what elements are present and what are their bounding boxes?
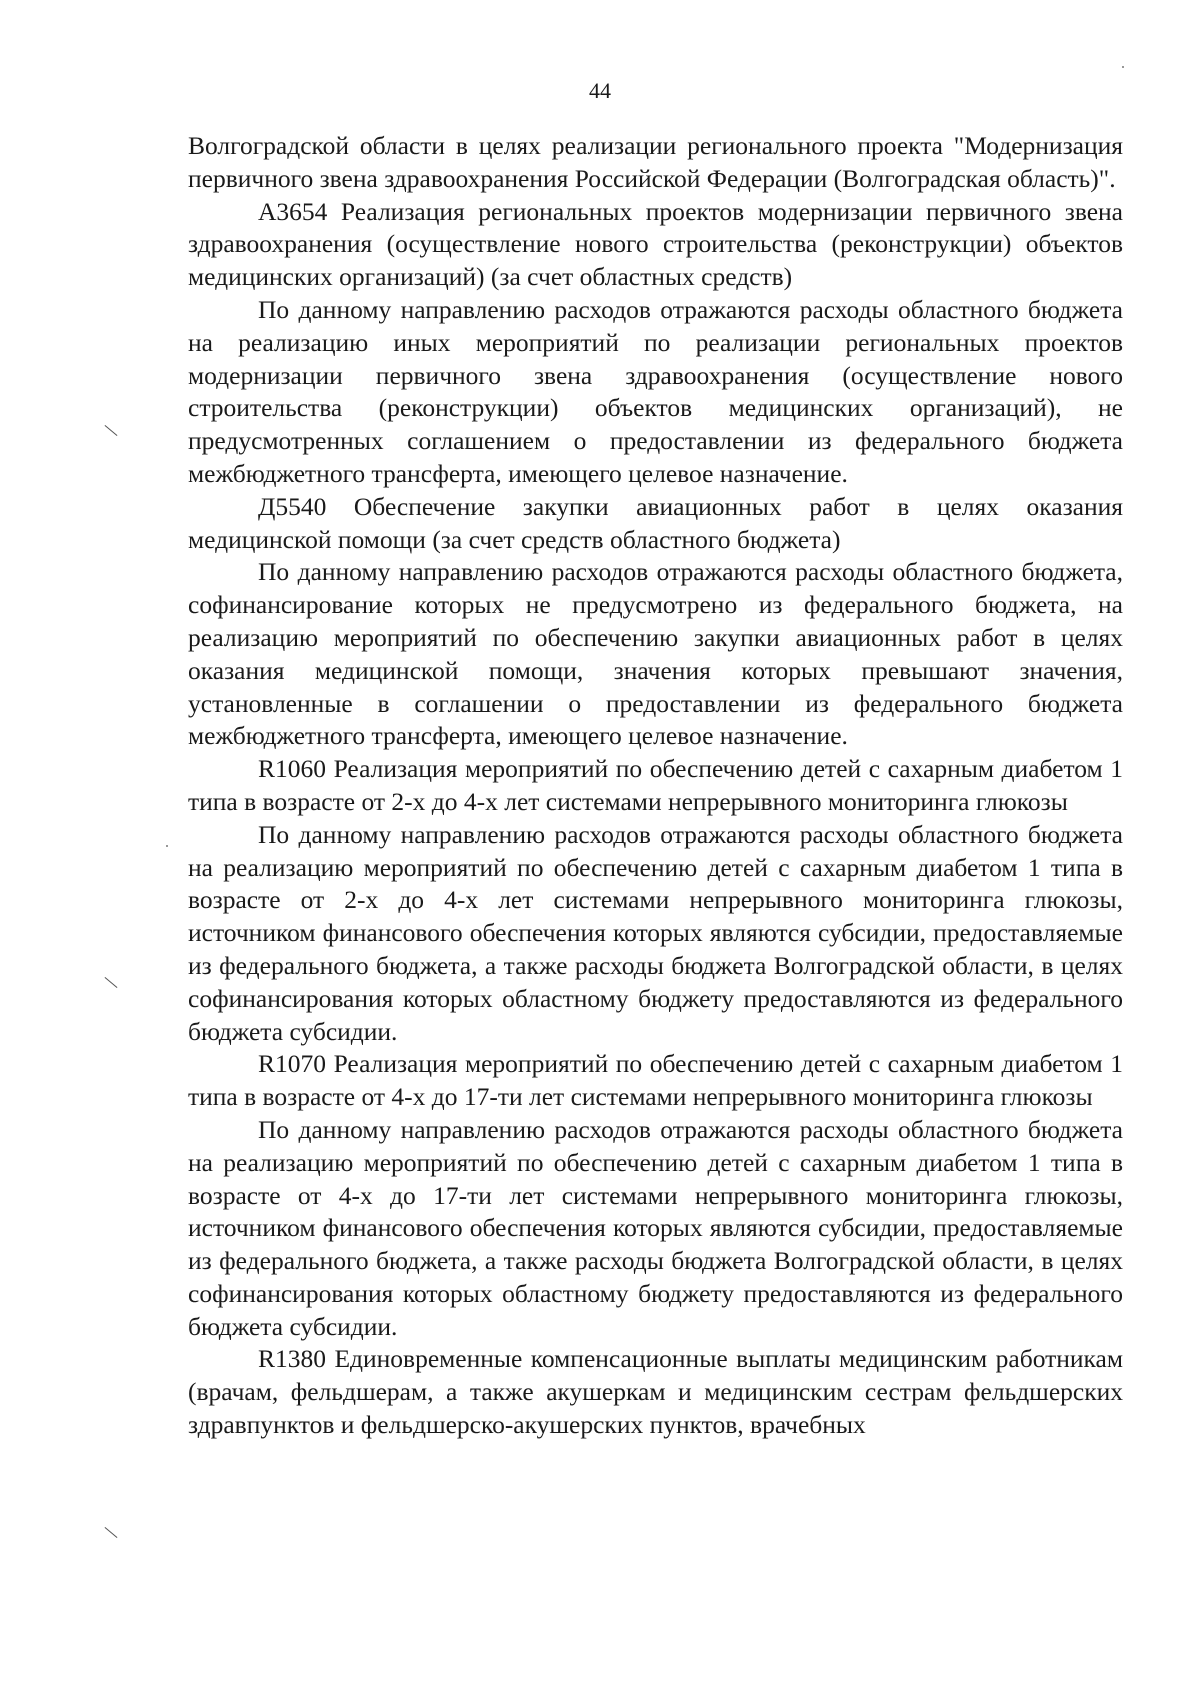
paragraph-continuation: Волгоградской области в целях реализации регионального проекта "Модернизация первичного звена здравоохранения Российской Федерации (Волгоградская область)". [188, 131, 1123, 193]
paragraph-description-d5540: По данному направлению расходов отражаются расходы областного бюджета, софинансирование которых не предусмотрено из федерального бюджета, на реализацию мероприятий по обеспечению закупки авиационных работ в целях оказания медицинской помощи, значения которых превышают значения, установленные в соглашении о предоставлении из федерального бюджета межбюджетного трансферта, имеющего целевое назначение. [188, 557, 1123, 751]
paragraph-description-a3654: По данному направлению расходов отражаются расходы областного бюджета на реализацию иных мероприятий по реализации региональных проектов модернизации первичного звена здравоохранения (осуществление нового строительства (реконструкции) объектов медицинских организаций), не предусмотренных соглашением о предоставлении из федерального бюджета межбюджетного трансферта, имеющего целевое назначение. [188, 294, 1123, 488]
paragraph-description-r1070: По данному направлению расходов отражаются расходы областного бюджета на реализацию мероприятий по обеспечению детей с сахарным диабетом 1 типа в возрасте от 4-х до 17-ти лет системами непрерывного мониторинга глюкозы, источником финансового обеспечения которых являются субсидии, предоставляемые из федерального бюджета, а также расходы бюджета Волгоградской области, в целях софинансирования которых областному бюджету предоставляются из федерального бюджета субсидии. [188, 1114, 1123, 1341]
scan-artifact-dot [1122, 66, 1124, 68]
paragraph-heading-a3654: А3654 Реализация региональных проектов модернизации первичного звена здравоохранения (осуществление нового строительства (реконструкции) объектов медицинских организаций) (за счет областных средств) [188, 196, 1123, 292]
paragraph-heading-r1380: R1380 Единовременные компенсационные выплаты медицинским работникам (врачам, фельдшерам, а также акушеркам и медицинским сестрам фельдшерских здравпунктов и фельдшерско-акушерских пунктов, врачебных [188, 1344, 1123, 1440]
scan-artifact-dot [166, 845, 168, 847]
document-text [188, 130, 1123, 1442]
scan-artifact-mark [103, 1526, 119, 1542]
page-number: 44 [589, 78, 611, 103]
scan-artifact-mark [103, 976, 119, 992]
paragraph-description-r1060: По данному направлению расходов отражаются расходы областного бюджета на реализацию мероприятий по обеспечению детей с сахарным диабетом 1 типа в возрасте от 2-х до 4-х лет системами непрерывного мониторинга глюкозы, источником финансового обеспечения которых являются субсидии, предоставляемые из федерального бюджета, а также расходы бюджета Волгоградской области, в целях софинансирования которых областному бюджету предоставляются из федерального бюджета субсидии. [188, 819, 1123, 1046]
paragraph-heading-r1070: R1070 Реализация мероприятий по обеспечению детей с сахарным диабетом 1 типа в возрасте от 4-х до 17-ти лет системами непрерывного мониторинга глюкозы [188, 1049, 1123, 1112]
paragraph-heading-d5540: Д5540 Обеспечение закупки авиационных работ в целях оказания медицинской помощи (за счет средств областного бюджета) [188, 491, 1123, 554]
paragraph-heading-r1060: R1060 Реализация мероприятий по обеспечению детей с сахарным диабетом 1 типа в возрасте от 2-х до 4-х лет системами непрерывного мониторинга глюкозы [188, 754, 1123, 816]
scan-artifact-mark [103, 424, 119, 440]
